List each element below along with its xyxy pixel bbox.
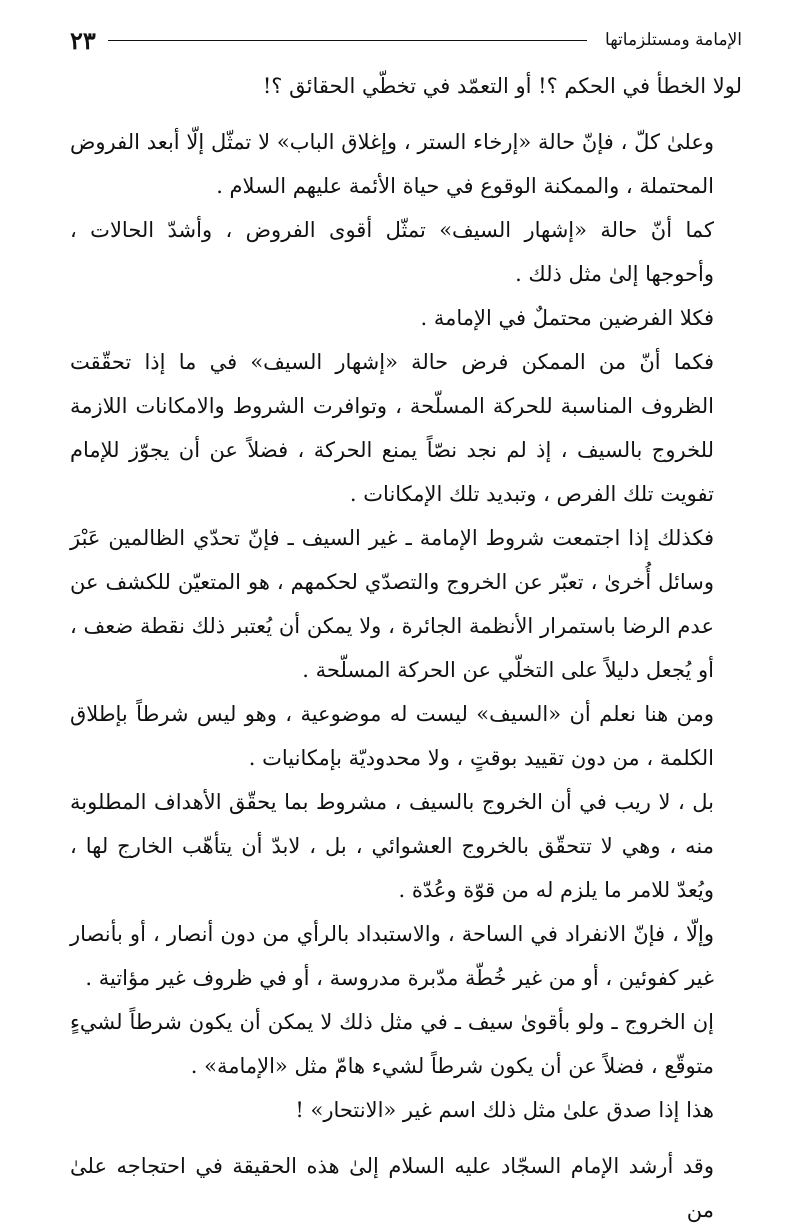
- document-page: [70, 18, 742, 1222]
- header-rule: [108, 40, 587, 41]
- paragraph: فكذلك إذا اجتمعت شروط الإمامة ـ غير السيف ـ فإنّ تحدّي الظالمين عَبْرَ وسائل أُخرىٰ ، تعبّر عن الخروج والتصدّي لحكمهم ، هو المتعيّن للكشف عن عدم الرضا باستمرار الأنظمة الجائرة ، ولا يمكن أن يُعتبر ذلك نقطة ضعف ، أو يُجعل دليلاً على التخلّي عن الحركة المسلّحة .: [70, 526, 714, 682]
- page-header: [70, 18, 742, 62]
- paragraph: وعلىٰ كلّ ، فإنّ حالة «إرخاء الستر ، وإغلاق الباب» لا تمثّل إلّا أبعد الفروض المحتملة ، والممكنة الوقوع في حياة الأئمة عليهم السلام .: [70, 130, 714, 198]
- paragraph: فكلا الفرضين محتملٌ في الإمامة .: [420, 306, 714, 330]
- paragraph: إن الخروج ـ ولو بأقوىٰ سيف ـ في مثل ذلك لا يمكن أن يكون شرطاً لشيءٍ متوقّع ، فضلاً عن أن يكون شرطاً لشيء هامّ مثل «الإمامة» .: [70, 1010, 714, 1078]
- running-title: الإمامة ومستلزماتها: [605, 30, 742, 50]
- paragraph: فكما أنّ من الممكن فرض حالة «إشهار السيف» في ما إذا تحقّقت الظروف المناسبة للحركة المسلّحة ، وتوافرت الشروط والامكانات اللازمة للخروج بالسيف ، إذ لم نجد نصّاً يمنع الحركة ، فضلاً عن أن يجوّز للإمام تفويت تلك الفرص ، وتبديد تلك الإمكانات .: [70, 350, 714, 506]
- paragraph: هذا إذا صدق علىٰ مثل ذلك اسم غير «الانتحار» !: [295, 1098, 714, 1122]
- paragraph: وإلّا ، فإنّ الانفراد في الساحة ، والاستبداد بالرأي من دون أنصار ، أو بأنصار غير كفوئين ، أو من غير خُطّة مدّبرة مدروسة ، أو في ظروف غير مؤاتية .: [70, 922, 714, 990]
- body-text: [70, 64, 742, 1232]
- paragraph: ومن هنا نعلم أن «السيف» ليست له موضوعية ، وهو ليس شرطاً بإطلاق الكلمة ، من دون تقييد بوقتٍ ، ولا محدوديّة بإمكانيات .: [70, 702, 714, 770]
- paragraph: بل ، لا ريب في أن الخروج بالسيف ، مشروط بما يحقّق الأهداف المطلوبة منه ، وهي لا تتحقّق بالخروج العشوائي ، بل ، لابدّ أن يتأهّب الخارج لها ، ويُعدّ للامر ما يلزم له من قوّة وعُدّة .: [70, 790, 714, 902]
- paragraph: كما أنّ حالة «إشهار السيف» تمثّل أقوى الفروض ، وأشدّ الحالات ، وأحوجها إلىٰ مثل ذلك .: [70, 218, 714, 286]
- paragraph: لولا الخطأ في الحكم ؟! أو التعمّد في تخطّي الحقائق ؟!: [262, 74, 742, 98]
- paragraph: وقد أرشد الإمام السجّاد عليه السلام إلىٰ هذه الحقيقة في احتجاجه علىٰ من: [70, 1154, 714, 1222]
- page-number: ٢٣: [70, 25, 96, 55]
